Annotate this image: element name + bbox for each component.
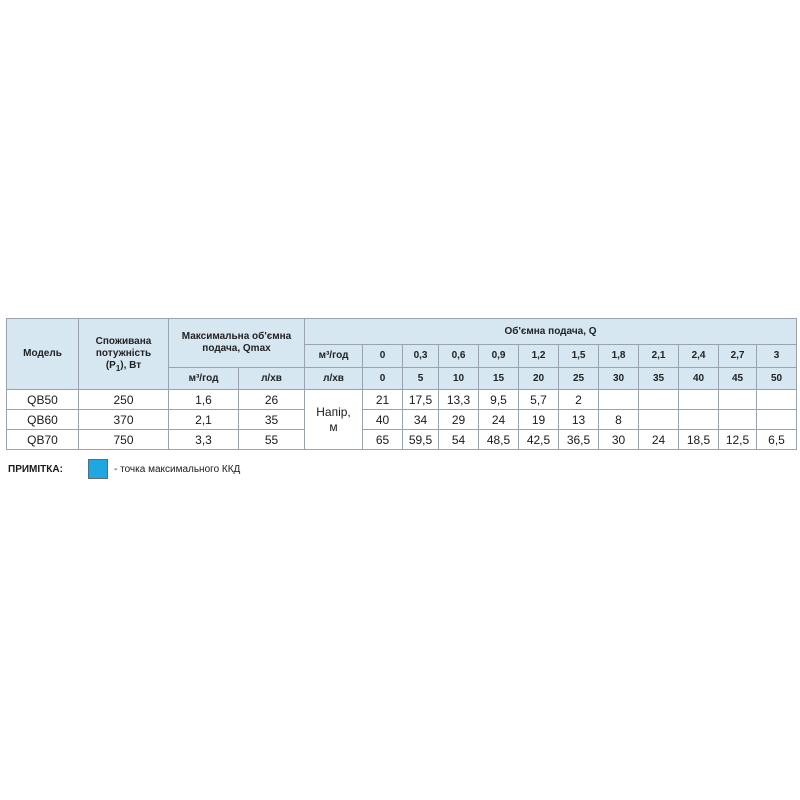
pump-spec-table — [6, 318, 797, 450]
header-flow-m3-value: 1,8 — [599, 345, 639, 368]
header-flow: Об'ємна подача, Q — [305, 319, 797, 345]
cell-qmax-lmin: 26 — [239, 390, 305, 410]
cell-head: 13 — [559, 410, 599, 430]
header-qmax-m3: м³/год — [169, 368, 239, 390]
cell-head-max-efficiency: 42,5 — [519, 430, 559, 450]
cell-head: 8 — [599, 410, 639, 430]
header-flow-lmin-value: 50 — [757, 368, 797, 390]
cell-head: 12,5 — [719, 430, 757, 450]
cell-head: 5,7 — [519, 390, 559, 410]
header-flow-lmin-value: 45 — [719, 368, 757, 390]
cell-qmax-m3: 1,6 — [169, 390, 239, 410]
header-flow-m3-value: 3 — [757, 345, 797, 368]
cell-model: QB70 — [7, 430, 79, 450]
cell-qmax-m3: 3,3 — [169, 430, 239, 450]
header-flow-lmin-value: 10 — [439, 368, 479, 390]
cell-head: 2 — [559, 390, 599, 410]
cell-power: 370 — [79, 410, 169, 430]
header-flow-m3-value: 0 — [363, 345, 403, 368]
cell-head — [757, 390, 797, 410]
header-qmax-lmin: л/хв — [239, 368, 305, 390]
cell-head — [719, 410, 757, 430]
cell-head — [757, 410, 797, 430]
header-flow-lmin-value: 35 — [639, 368, 679, 390]
header-flow-m3-value: 2,7 — [719, 345, 757, 368]
note-text: - точка максимального ККД — [114, 463, 241, 475]
cell-head: 24 — [639, 430, 679, 450]
note-label: ПРИМІТКА: — [8, 463, 63, 475]
table-row — [7, 390, 797, 410]
cell-head: 65 — [363, 430, 403, 450]
cell-qmax-lmin: 35 — [239, 410, 305, 430]
header-qmax: Максимальна об'ємна подача, Qmax — [169, 319, 305, 368]
header-flow-lmin-value: 15 — [479, 368, 519, 390]
cell-head — [599, 390, 639, 410]
header-flow-lmin-value: 40 — [679, 368, 719, 390]
table-row — [7, 410, 797, 430]
cell-qmax-m3: 2,1 — [169, 410, 239, 430]
cell-head-max-efficiency: 24 — [479, 410, 519, 430]
cell-head: 30 — [599, 430, 639, 450]
cell-head — [639, 410, 679, 430]
max-efficiency-swatch — [88, 459, 108, 479]
cell-head — [679, 410, 719, 430]
cell-head: 21 — [363, 390, 403, 410]
table-row — [7, 430, 797, 450]
cell-head: 36,5 — [559, 430, 599, 450]
cell-head: 6,5 — [757, 430, 797, 450]
cell-power: 250 — [79, 390, 169, 410]
cell-head: 59,5 — [403, 430, 439, 450]
cell-qmax-lmin: 55 — [239, 430, 305, 450]
cell-head — [719, 390, 757, 410]
header-flow-m3-value: 0,9 — [479, 345, 519, 368]
header-flow-lmin-value: 20 — [519, 368, 559, 390]
header-model: Модель — [7, 319, 79, 390]
cell-head: 19 — [519, 410, 559, 430]
cell-head — [679, 390, 719, 410]
header-flow-m3-value: 1,5 — [559, 345, 599, 368]
header-flow-lmin-value: 25 — [559, 368, 599, 390]
header-flow-m3-value: 2,1 — [639, 345, 679, 368]
cell-head: 18,5 — [679, 430, 719, 450]
cell-head: 17,5 — [403, 390, 439, 410]
cell-power: 750 — [79, 430, 169, 450]
cell-head — [639, 390, 679, 410]
cell-head: 40 — [363, 410, 403, 430]
cell-head: 29 — [439, 410, 479, 430]
header-flow-m3-value: 0,6 — [439, 345, 479, 368]
header-flow-m3-value: 0,3 — [403, 345, 439, 368]
spec-table-container — [6, 318, 796, 450]
legend-note — [8, 458, 240, 480]
cell-head: 48,5 — [479, 430, 519, 450]
header-flow-m3-unit: м³/год — [305, 345, 363, 368]
cell-head: 54 — [439, 430, 479, 450]
cell-head: 34 — [403, 410, 439, 430]
head-label: Напір, м — [305, 390, 363, 450]
header-flow-lmin-value: 30 — [599, 368, 639, 390]
header-power: Споживана потужність $(P_1)$, Вт — [79, 319, 169, 390]
header-flow-m3-value: 2,4 — [679, 345, 719, 368]
header-flow-lmin-value: 0 — [363, 368, 403, 390]
cell-model: QB60 — [7, 410, 79, 430]
cell-model: QB50 — [7, 390, 79, 410]
header-flow-lmin-value: 5 — [403, 368, 439, 390]
cell-head: 9,5 — [479, 390, 519, 410]
cell-head-max-efficiency: 13,3 — [439, 390, 479, 410]
header-flow-lmin-unit: л/хв — [305, 368, 363, 390]
header-flow-m3-value: 1,2 — [519, 345, 559, 368]
